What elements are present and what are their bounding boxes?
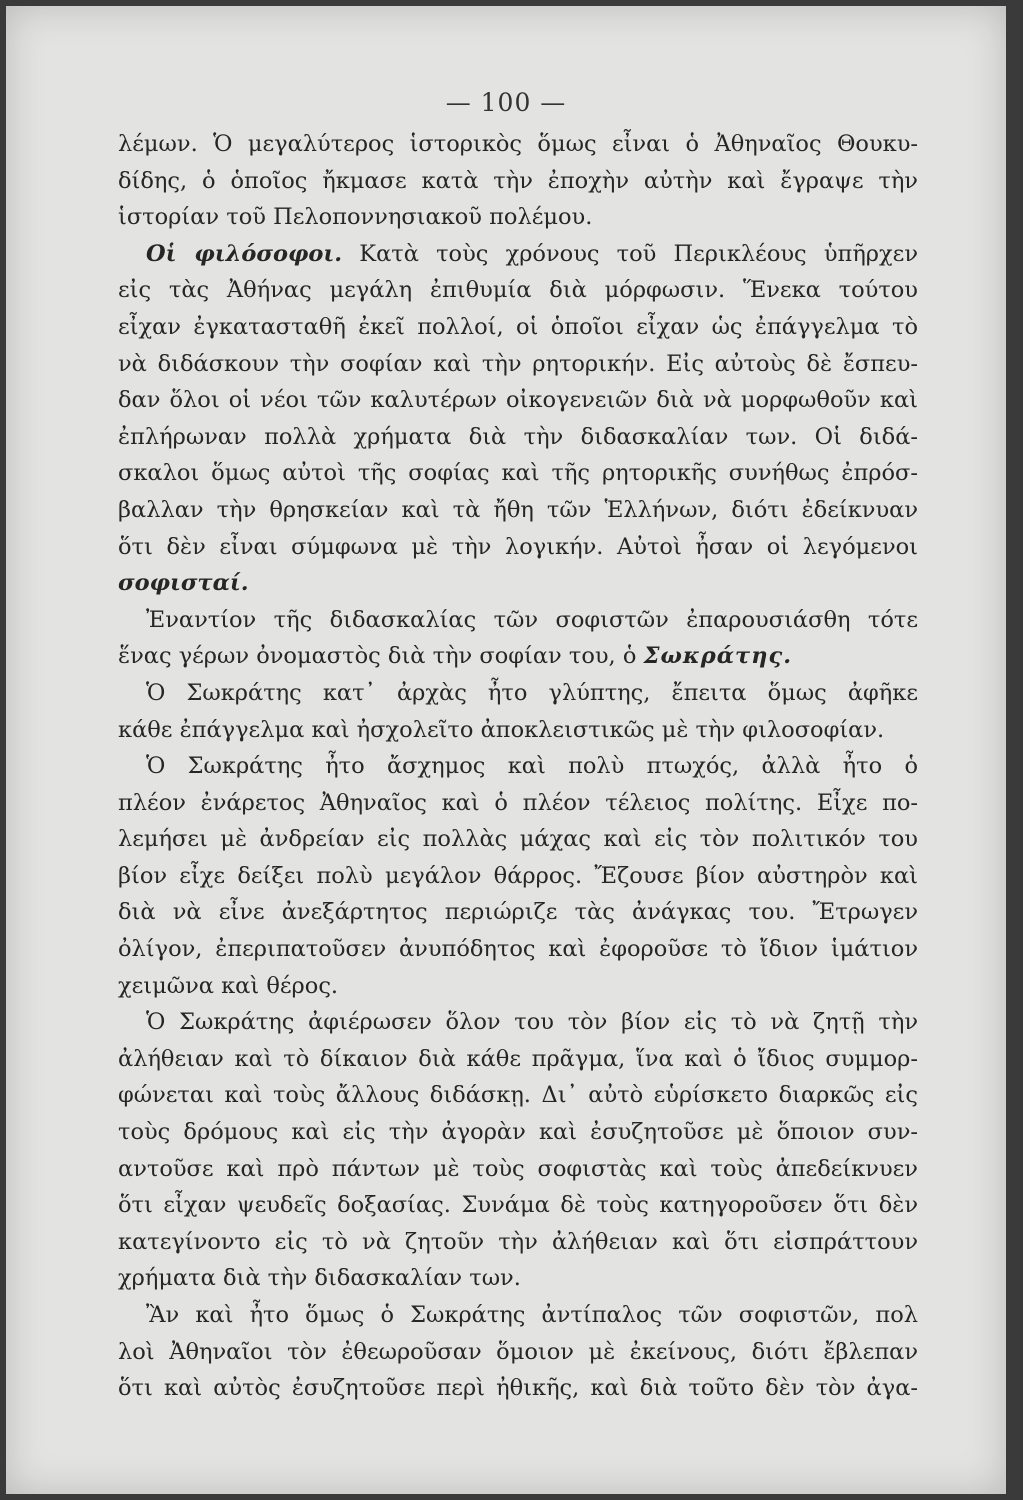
line-text: χρήματα διὰ τὴν διδασκαλίαν των.	[118, 1265, 521, 1292]
line-text: δίδης, ὁ ὁποῖος ἤκμασε κατὰ τὴν ἐποχὴν αὐτὴν καὶ ἔγραψε τὴν	[118, 167, 918, 194]
line-text: ὅτι εἶχαν ψευδεῖς δοξασίας. Συνάμα δὲ τοὺς κατηγοροῦσεν ὅτι δὲν	[118, 1192, 918, 1219]
text-line	[118, 126, 918, 163]
line-text: Ὁ Σωκράτης ἀφιέρωσεν ὅλον του τὸν βίον εἰς τὸ νὰ ζητῇ τὴν	[146, 1009, 918, 1036]
text-line	[118, 638, 918, 675]
line-text: ὀλίγον, ἐπεριπατοῦσεν ἀνυπόδητος καὶ ἐφοροῦσε τὸ ἴδιον ἱμάτιον	[118, 936, 918, 963]
text-line	[118, 236, 918, 273]
text-line	[118, 1187, 918, 1224]
text-line	[118, 382, 918, 419]
text-line	[118, 492, 918, 529]
page-number: — 100 —	[445, 88, 567, 117]
text-line	[118, 748, 918, 785]
text-line	[118, 785, 918, 822]
text-line	[118, 565, 918, 602]
line-text: ἐπλήρωναν πολλὰ χρήματα διὰ τὴν διδασκαλίαν των. Οἱ διδά-	[118, 423, 918, 450]
line-text: Κατὰ τοὺς χρόνους τοῦ Περικλέους ὑπῆρχεν	[342, 240, 918, 267]
text-line	[118, 712, 918, 749]
text-line	[118, 1370, 918, 1407]
text-line	[118, 1224, 918, 1261]
line-text: ἕνας γέρων ὀνομαστὸς διὰ τὴν σοφίαν του, ὁ	[118, 643, 644, 670]
line-text: δαν ὅλοι οἱ νέοι τῶν καλυτέρων οἰκογενειῶν διὰ νὰ μορφωθοῦν καὶ	[118, 387, 918, 414]
text-line	[118, 858, 918, 895]
line-text: λοὶ Ἀθηναῖοι τὸν ἐθεωροῦσαν ὅμοιον μὲ ἐκείνους, διότι ἔβλεπαν	[118, 1338, 918, 1365]
line-text: βαλλαν τὴν θρησκείαν καὶ τὰ ἤθη τῶν Ἑλλήνων, διότι ἐδείκνυαν	[118, 496, 918, 523]
emphasized-heading: Οἱ φιλόσοφοι.	[146, 240, 343, 267]
text-line	[118, 675, 918, 712]
text-line	[118, 602, 918, 639]
text-line	[118, 272, 918, 309]
line-text: ὅτι καὶ αὐτὸς ἐσυζητοῦσε περὶ ἠθικῆς, καὶ διὰ τοῦτο δὲν τὸν ἀγα-	[118, 1375, 918, 1402]
line-text: Ὁ Σωκράτης κατ᾽ ἀρχὰς ἦτο γλύπτης, ἔπειτα ὅμως ἀφῆκε	[146, 679, 918, 706]
line-text: φώνεται καὶ τοὺς ἄλλους διδάσκῃ. Δι᾽ αὐτὸ εὑρίσκετο διαρκῶς εἰς	[118, 1082, 918, 1109]
line-text: χειμῶνα καὶ θέρος.	[118, 972, 339, 999]
text-line	[118, 968, 918, 1005]
text-line	[118, 309, 918, 346]
text-line	[118, 455, 918, 492]
page-text	[118, 126, 918, 1407]
line-text: βίον εἶχε δείξει πολὺ μεγάλον θάρρος. Ἔζουσε βίον αὐστηρὸν καὶ	[118, 862, 918, 889]
line-text: Ἐναντίον τῆς διδασκαλίας τῶν σοφιστῶν ἐπαρουσιάσθη τότε	[146, 606, 918, 633]
line-text: εἰς τὰς Ἀθήνας μεγάλη ἐπιθυμία διὰ μόρφωσιν. Ἕνεκα τούτου	[118, 277, 918, 304]
line-text: εἶχαν ἐγκατασταθῆ ἐκεῖ πολλοί, οἱ ὁποῖοι εἶχαν ὡς ἐπάγγελμα τὸ	[118, 313, 918, 340]
line-text: νὰ διδάσκουν τὴν σοφίαν καὶ τὴν ρητορικήν. Εἰς αὐτοὺς δὲ ἔσπευ-	[118, 350, 918, 377]
text-line	[118, 1077, 918, 1114]
text-line	[118, 1260, 918, 1297]
line-text: ἀλήθειαν καὶ τὸ δίκαιον διὰ κάθε πρᾶγμα, ἵνα καὶ ὁ ἴδιος συμμορ-	[118, 1045, 918, 1072]
book-page	[6, 6, 1006, 1494]
line-text: λέμων. Ὁ μεγαλύτερος ἱστορικὸς ὅμως εἶναι ὁ Ἀθηναῖος Θουκυ-	[118, 131, 918, 157]
text-line	[118, 1114, 918, 1151]
text-line	[118, 1004, 918, 1041]
text-line	[118, 931, 918, 968]
line-text: σκαλοι ὅμως αὐτοὶ τῆς σοφίας καὶ τῆς ρητορικῆς συνήθως ἐπρόσ-	[118, 460, 918, 487]
text-line	[118, 346, 918, 383]
line-text: πλέον ἐνάρετος Ἀθηναῖος καὶ ὁ πλέον τέλειος πολίτης. Εἶχε πο-	[118, 789, 918, 816]
text-line	[118, 894, 918, 931]
text-line	[118, 1297, 918, 1334]
text-line	[118, 419, 918, 456]
line-text: ὅτι δὲν εἶναι σύμφωνα μὲ τὴν λογικήν. Αὐτοὶ ἦσαν οἱ λεγόμενοι	[118, 533, 918, 560]
line-text: Ἂν καὶ ἦτο ὅμως ὁ Σωκράτης ἀντίπαλος τῶν σοφιστῶν, πολ	[146, 1302, 918, 1328]
line-text: αντοῦσε καὶ πρὸ πάντων μὲ τοὺς σοφιστὰς καὶ τοὺς ἀπεδείκνυεν	[118, 1155, 918, 1182]
text-line	[118, 1151, 918, 1188]
text-line	[118, 821, 918, 858]
line-text: κάθε ἐπάγγελμα καὶ ἠσχολεῖτο ἀποκλειστικῶς μὲ τὴν φιλοσοφίαν.	[118, 716, 885, 743]
line-text: κατεγίνοντο εἰς τὸ νὰ ζητοῦν τὴν ἀλήθειαν καὶ ὅτι εἰσπράττουν	[118, 1228, 918, 1255]
line-text: τοὺς δρόμους καὶ εἰς τὴν ἀγορὰν καὶ ἐσυζητοῦσε μὲ ὅποιον συν-	[118, 1119, 918, 1146]
line-text: διὰ νὰ εἶνε ἀνεξάρτητος περιώριζε τὰς ἀνάγκας του. Ἔτρωγεν	[118, 899, 918, 926]
emphasized-name: Σωκράτης.	[643, 643, 793, 670]
text-line	[118, 1041, 918, 1078]
text-line	[118, 529, 918, 566]
line-text: ἱστορίαν τοῦ Πελοποννησιακοῦ πολέμου.	[118, 204, 593, 231]
emphasized-heading: σοφισταί.	[118, 570, 249, 597]
text-line	[118, 199, 918, 236]
text-line	[118, 163, 918, 200]
line-text: λεμήσει μὲ ἀνδρείαν εἰς πολλὰς μάχας καὶ εἰς τὸν πολιτικόν του	[118, 826, 918, 853]
line-text: Ὁ Σωκράτης ἦτο ἄσχημος καὶ πολὺ πτωχός, ἀλλὰ ἦτο ὁ	[146, 753, 918, 780]
text-line	[118, 1334, 918, 1371]
